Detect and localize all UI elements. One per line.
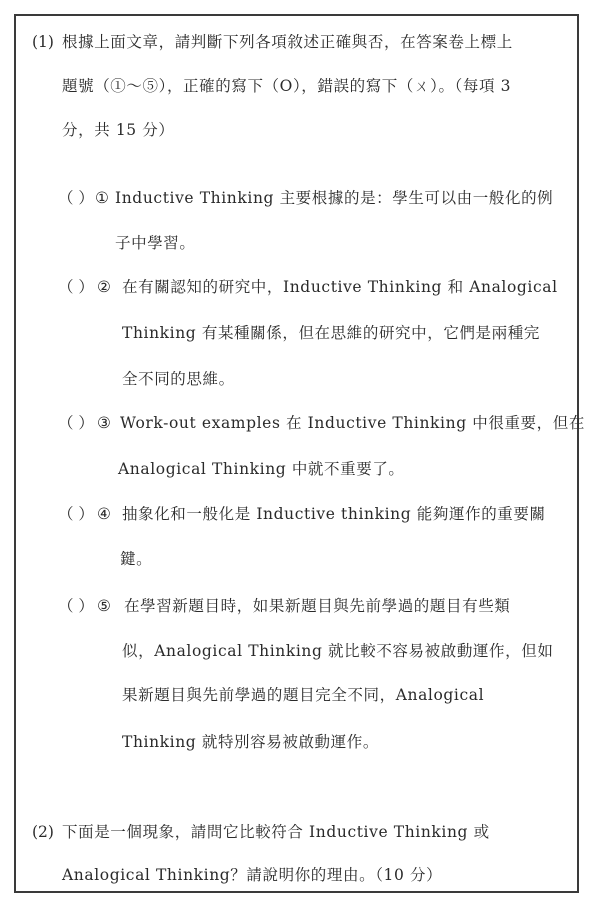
answer-blank-4[interactable]: （ ）: [58, 505, 94, 523]
item-4-marker: ④: [97, 505, 111, 523]
item-2-line-3: 全不同的思維。: [122, 370, 235, 388]
item-5-line-1: 在學習新題目時，如果新題目與先前學過的題目有些類: [124, 597, 511, 615]
question-number-1: (1): [32, 33, 54, 51]
question-1-line-3: 分，共 15 分）: [62, 121, 175, 139]
item-2-marker: ②: [97, 278, 111, 296]
item-1-line-2: 子中學習。: [115, 234, 196, 252]
item-5-line-2: 似，Analogical Thinking 就比較不容易被啟動運作，但如: [122, 642, 554, 660]
item-2-line-1: 在有關認知的研究中，Inductive Thinking 和 Analogical: [122, 278, 558, 296]
item-4-line-2: 鍵。: [120, 550, 153, 568]
item-4-line-1: 抽象化和一般化是 Inductive thinking 能夠運作的重要關: [122, 505, 546, 523]
question-1-line-1: 根據上面文章，請判斷下列各項敘述正確與否，在答案卷上標上: [62, 33, 513, 51]
item-1-marker: ①: [95, 189, 109, 207]
answer-blank-2[interactable]: （ ）: [58, 278, 94, 296]
question-2-line-2: Analogical Thinking？請說明你的理由。（10 分）: [62, 866, 443, 884]
answer-blank-5[interactable]: （ ）: [58, 597, 94, 615]
question-1-line-2: 題號（①～⑤），正確的寫下（O），錯誤的寫下（ㄨ）。（每項 3: [62, 77, 512, 95]
question-2-line-1: 下面是一個現象，請問它比較符合 Inductive Thinking 或: [62, 823, 490, 841]
page-frame: [14, 14, 579, 893]
answer-blank-1[interactable]: （ ）: [58, 189, 94, 207]
item-5-line-4: Thinking 就特別容易被啟動運作。: [122, 733, 379, 751]
item-1-line-1: Inductive Thinking 主要根據的是：學生可以由一般化的例: [115, 189, 554, 207]
item-5-line-3: 果新題目與先前學過的題目完全不同，Analogical: [122, 686, 485, 704]
item-3-marker: ③: [97, 414, 111, 432]
item-3-line-1: Work-out examples 在 Inductive Thinking 中很重要，但在: [120, 414, 585, 432]
question-number-2: (2): [32, 823, 54, 841]
answer-blank-3[interactable]: （ ）: [58, 414, 94, 432]
item-2-line-2: Thinking 有某種關係，但在思維的研究中，它們是兩種完: [122, 324, 540, 342]
item-3-line-2: Analogical Thinking 中就不重要了。: [118, 460, 405, 478]
item-5-marker: ⑤: [97, 597, 111, 615]
